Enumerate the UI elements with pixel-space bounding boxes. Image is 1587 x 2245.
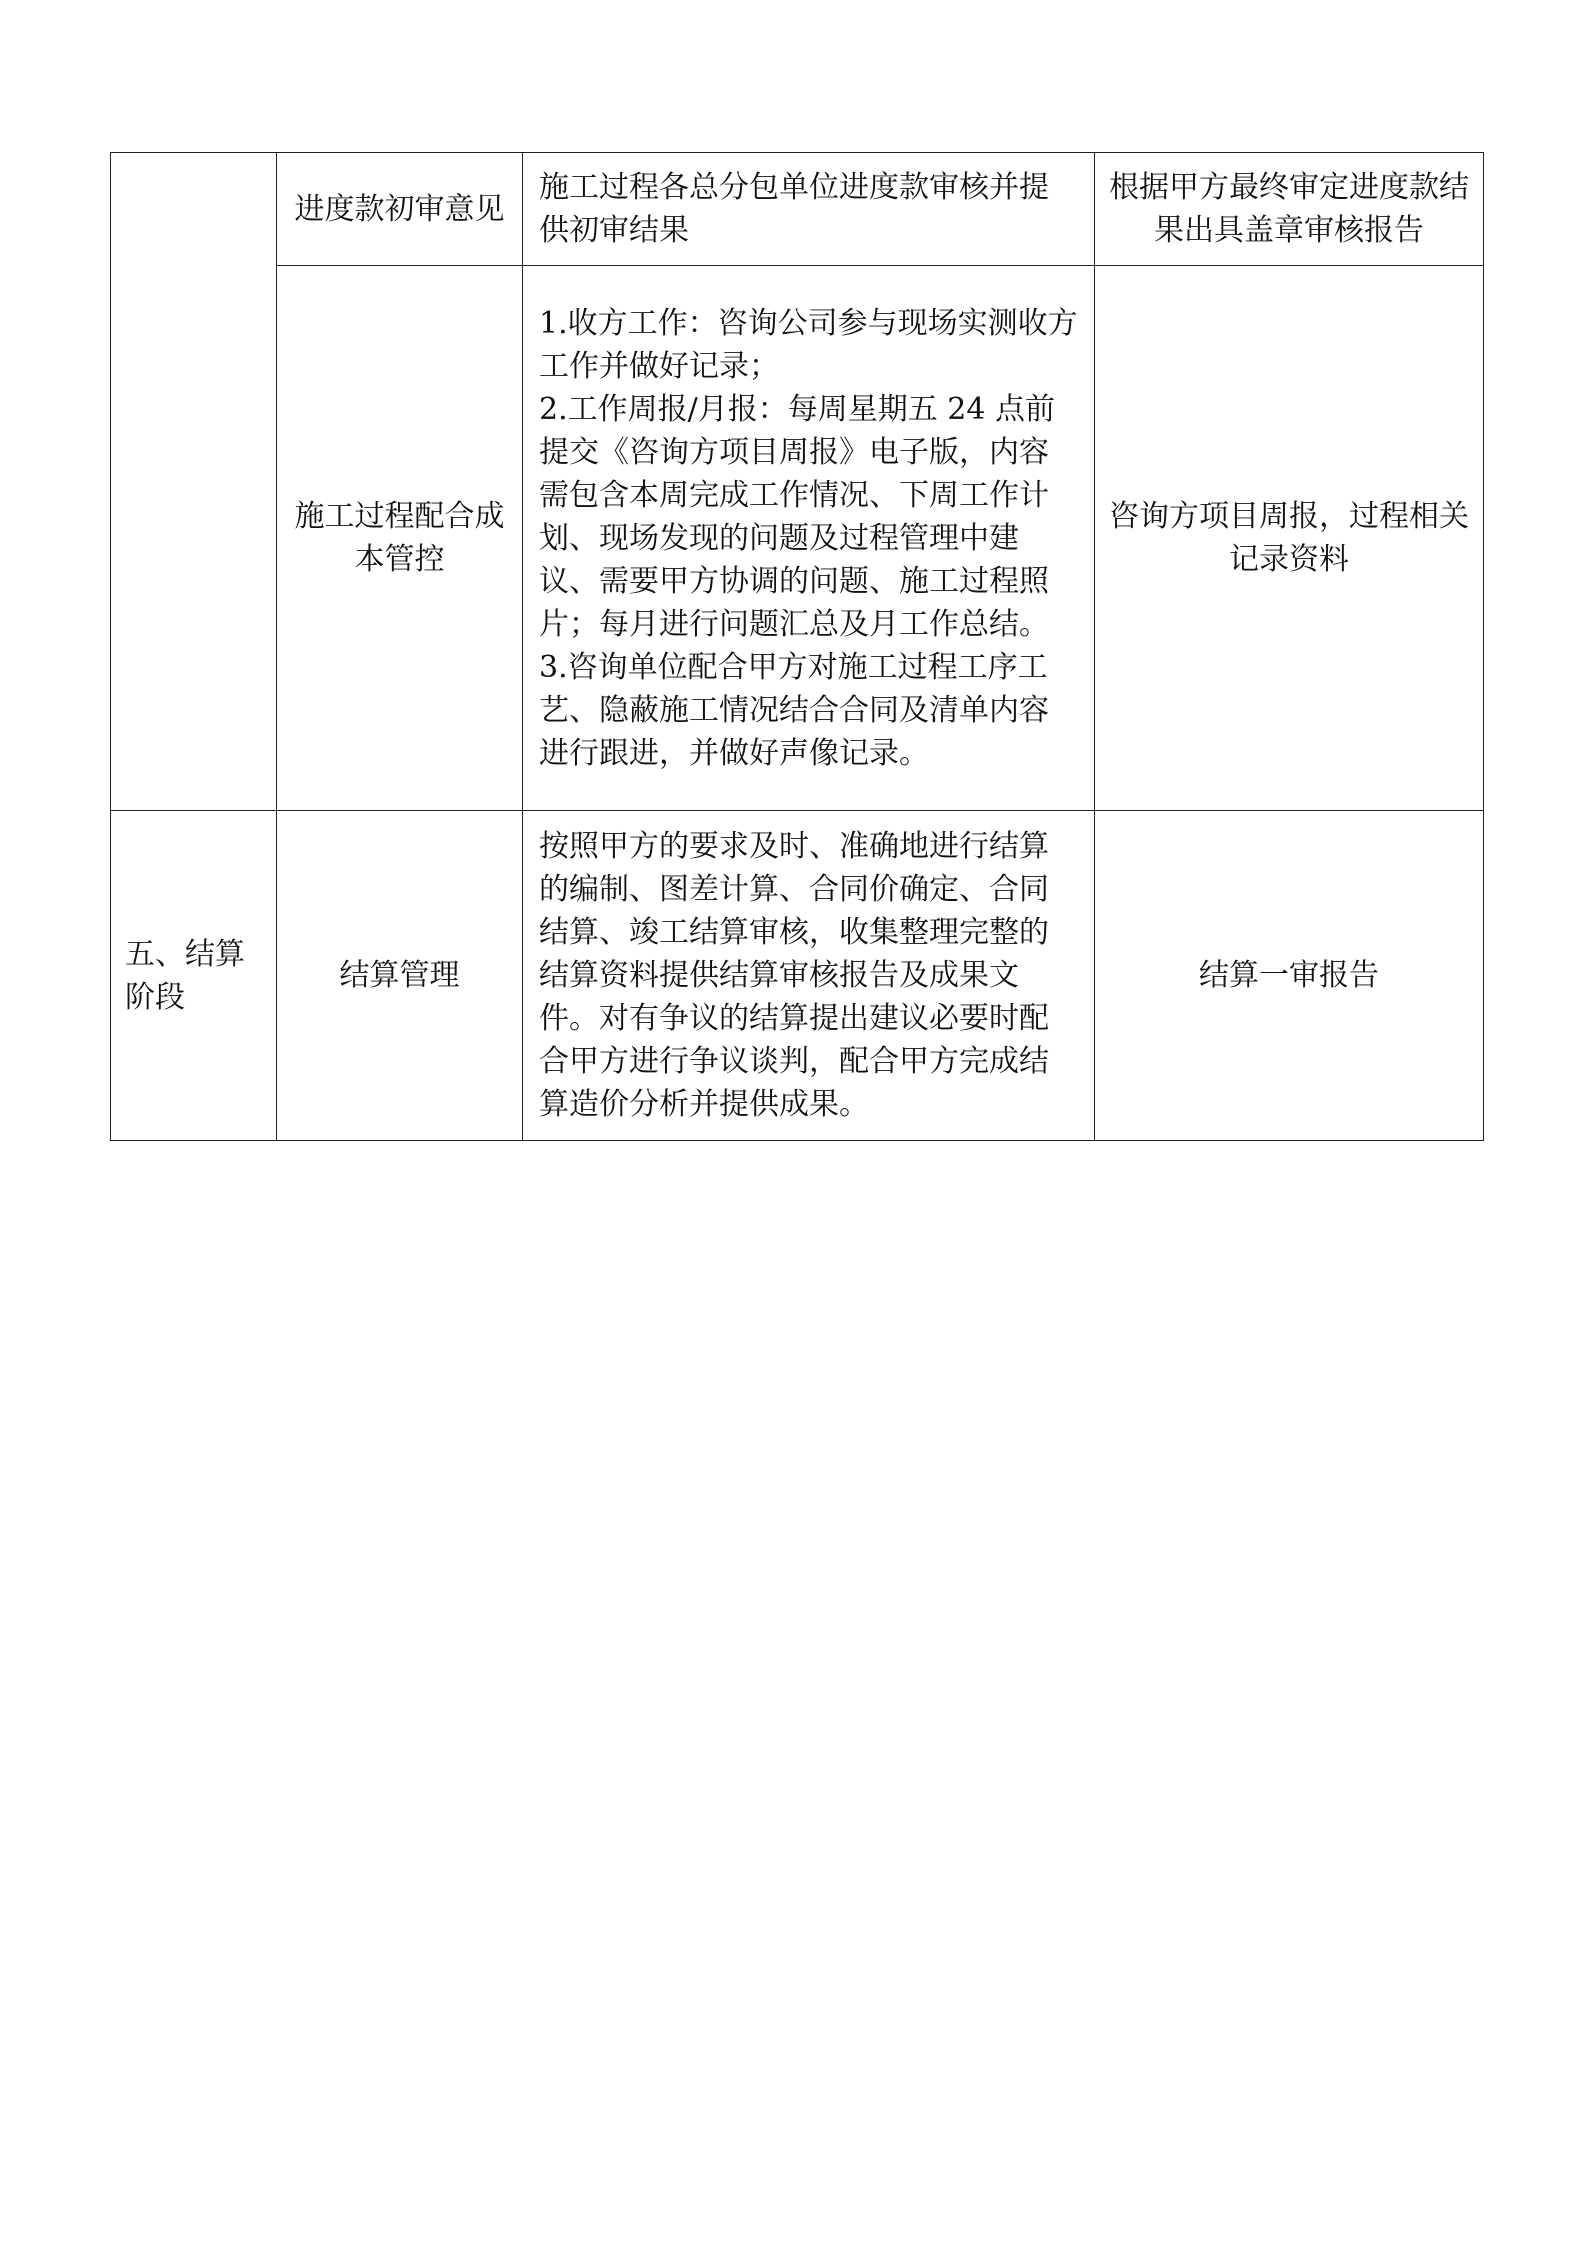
item-cell [277,153,523,266]
item-label: 施工过程配合成本管控 [294,499,505,577]
content-text: 3.咨询单位配合甲方对施工过程工序工艺、隐蔽施工情况结合合同及清单内容进行跟进，并做好声像记录。 [539,649,1049,771]
table-row [111,266,1484,811]
item-label: 结算管理 [339,958,460,993]
deliverable-cell [1095,811,1484,1141]
deliverable-text: 根据甲方最终审定进度款结果出具盖章审核报告 [1109,170,1469,248]
deliverable-cell [1095,153,1484,266]
deliverable-text: 咨询方项目周报，过程相关记录资料 [1109,499,1469,577]
content-cell [523,811,1095,1141]
content-text: 按照甲方的要求及时、准确地进行结算的编制、图差计算、合同价确定、合同结算、竣工结算审核，收集整理完整的结算资料提供结算审核报告及成果文件。对有争议的结算提出建议必要时配合甲方进行争议谈判，配合甲方完成结算造价分析并提供成果。 [539,829,1049,1122]
deliverable-cell [1095,266,1484,811]
content-text: 2.工作周报/月报：每周星期五 24 点前提交《咨询方项目周报》电子版，内容需包含本周完成工作情况、下周工作计划、现场发现的问题及过程管理中建议、需要甲方协调的问题、施工过程照片；每月进行问题汇总及月工作总结。 [539,391,1055,642]
deliverable-text: 结算一审报告 [1199,958,1379,993]
work-scope-table [110,152,1484,1141]
content-text: 1.收方工作：咨询公司参与现场实测收方工作并做好记录； [539,305,1078,384]
content-text: 施工过程各总分包单位进度款审核并提供初审结果 [539,170,1049,248]
item-cell [277,811,523,1141]
stage-label: 五、结算阶段 [125,936,245,1015]
table-row [111,153,1484,266]
stage-cell [111,153,277,811]
content-cell [523,266,1095,811]
content-cell [523,153,1095,266]
table-row [111,811,1484,1141]
stage-cell [111,811,277,1141]
item-cell [277,266,523,811]
item-label: 进度款初审意见 [294,191,505,227]
